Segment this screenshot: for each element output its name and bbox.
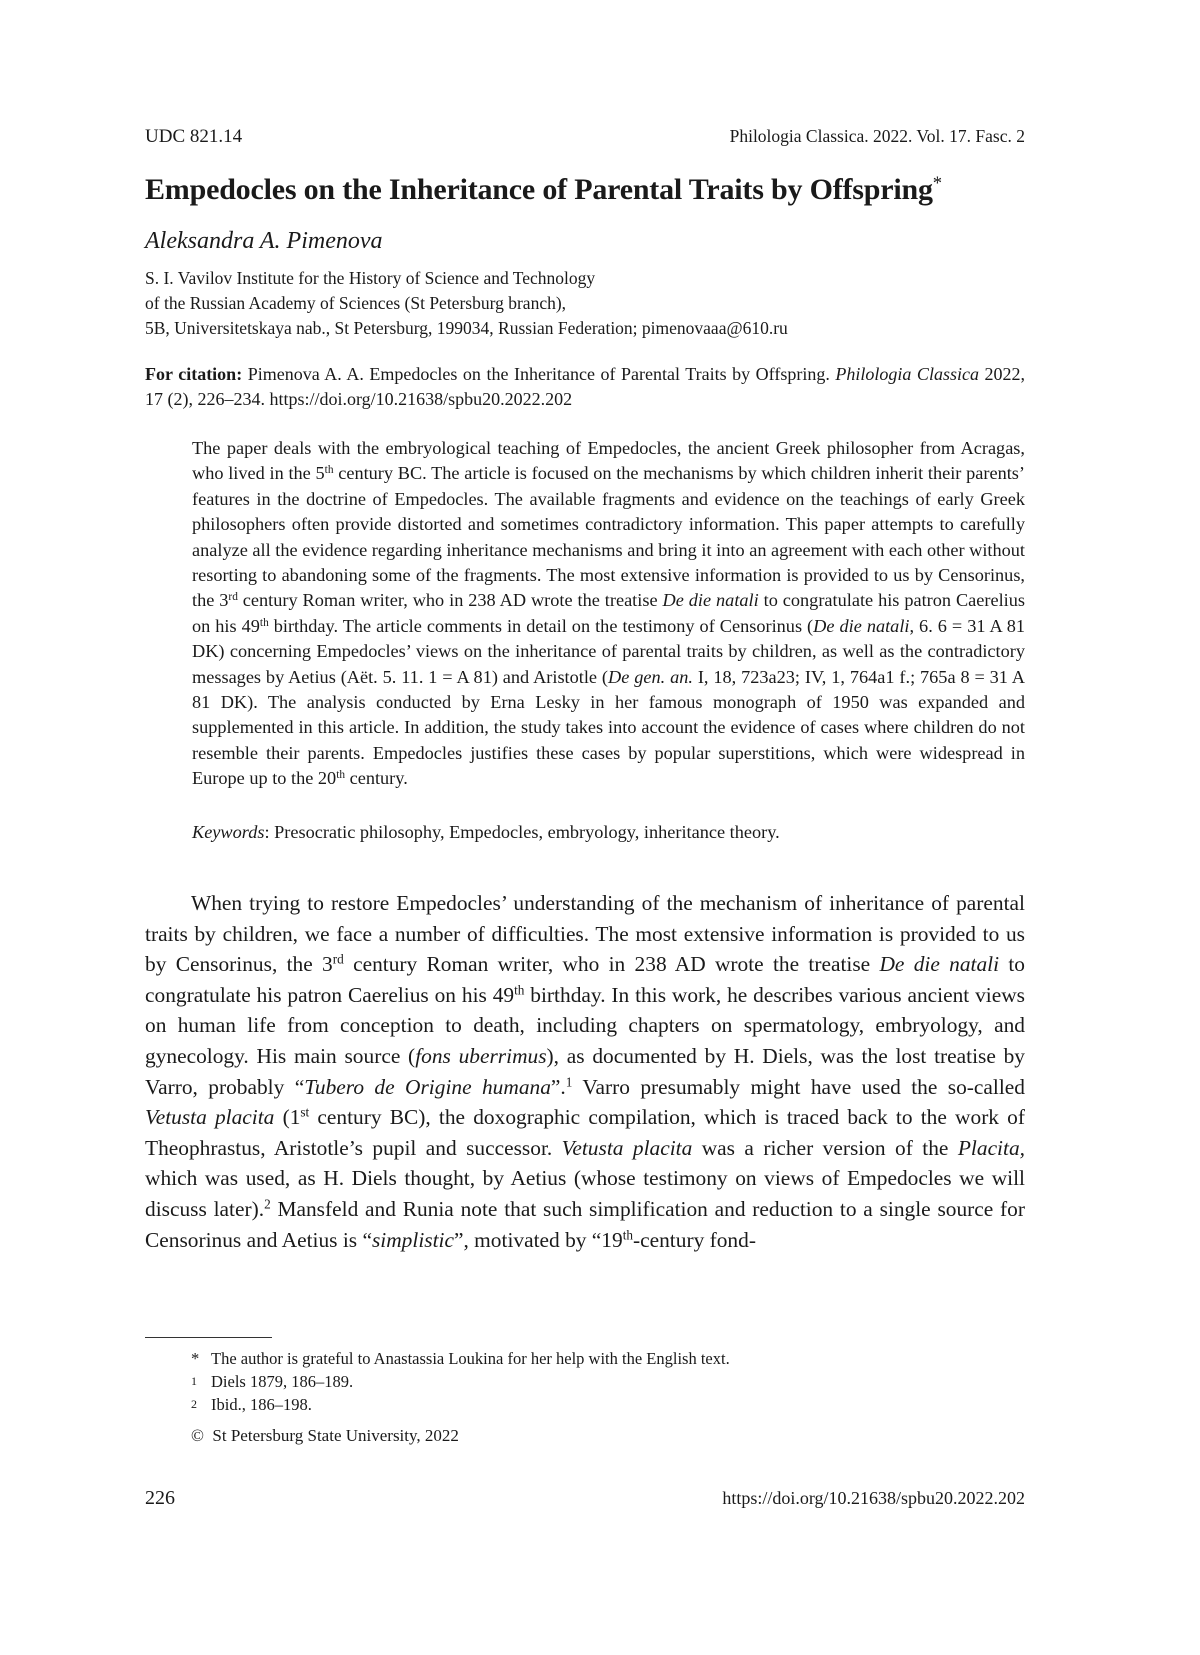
abstract: The paper deals with the embryological teaching of Empedocles, the ancient Greek philosopher from Acragas, who lived in the 5th century BC. The article is focused on the mechanisms by which children inherit their parents’ features in the doctrine of Empedocles. The available fragments and evidence on the teachings of early Greek philosophers often provide distorted and sometimes contradictory information. This paper attempts to carefully analyze all the evidence regarding inheritance mechanisms and bring it into an agreement with each other without resorting to abandoning some of the fragments. The most extensive information is provided to us by Censorinus, the 3rd century Roman writer, who in 238 AD wrote the treatise De die natali to congratulate his patron Caerelius on his 49th birthday. The article comments in detail on the testimony of Censorinus (De die natali, 6. 6 = 31 A 81 DK) concerning Empedocles’ views on the inheritance of parental traits by children, as well as the contradictory messages by Aetius (Aët. 5. 11. 1 = A 81) and Aristotle (De gen. an. I, 18, 723a23; IV, 1, 764a1 f.; 765a 8 = 31 A 81 DK). The analysis conducted by Erna Lesky in her famous monograph of 1950 was expanded and supplemented in this article. In addition, the study takes into account the evidence of cases where children do not resemble their parents. Empedocles justifies these cases by popular superstitions, which were widespread in Europe up to the 20th century. xyxy=(192,438,1026,789)
title-footnote-mark: * xyxy=(932,172,942,194)
page-number: 226 xyxy=(145,1487,175,1509)
footnote-mark: * xyxy=(191,1349,200,1368)
affiliation-line: S. I. Vavilov Institute for the History of Science and Technology xyxy=(145,268,596,288)
footnote-mark: 1 xyxy=(191,1374,197,1388)
title-text: Empedocles on the Inheritance of Parental Traits by Offspring xyxy=(145,173,933,206)
doi-link[interactable]: https://doi.org/10.21638/spbu20.2022.202 xyxy=(722,1488,1025,1508)
citation-label: For citation: xyxy=(145,364,243,384)
keywords xyxy=(192,822,1025,843)
footnote xyxy=(191,1347,1025,1370)
body-text xyxy=(145,888,1025,1255)
page-footer xyxy=(145,1487,1025,1510)
footnote-divider xyxy=(145,1337,272,1338)
citation-journal: Philologia Classica xyxy=(835,364,979,384)
footnote-mark: 2 xyxy=(191,1397,197,1411)
affiliation xyxy=(145,266,1025,341)
body-paragraph: When trying to restore Empedocles’ understanding of the mechanism of inheritance of parental traits by children, we face a number of difficulties. The most extensive information is provided to us by Censorinus, the 3rd century Roman writer, who in 238 AD wrote the treatise De die natali to congratulate his patron Caerelius on his 49th birthday. In this work, he describes various ancient views on human life from conception to death, including chapters on spermatology, embryology, and gynecology. His main source (fons uberrimus), as documented by H. Diels, was the lost treatise by Varro, probably “Tubero de Origine humana”.$^1$ Varro presumably might have used the so-called Vetusta placita (1st century BC), the doxographic compilation, which is traced back to the work of Theophrastus, Aristotle’s pupil and successor. Vetusta placita was a richer version of the Placita, which was used, as H. Diels thought, by Aetius (whose testimony on views of Empedocles we will discuss later).$^2$ Mansfeld and Runia note that such simplification and reduction to a single source for Censorinus and Aetius is “simplistic”, motivated by “19th-century fond- xyxy=(145,891,1026,1252)
affiliation-line: 5B, Universitetskaya nab., St Petersburg, 199034, Russian Federation; pimenovaaa@610.ru xyxy=(145,318,788,338)
keywords-text: : Presocratic philosophy, Empedocles, embryology, inheritance theory. xyxy=(264,822,780,842)
footnote xyxy=(191,1393,1025,1416)
affiliation-line: of the Russian Academy of Sciences (St Petersburg branch), xyxy=(145,293,567,313)
author-name: Aleksandra A. Pimenova xyxy=(145,228,383,254)
footnote-text: Ibid., 186–198. xyxy=(211,1395,312,1414)
citation-text: Pimenova A. A. Empedocles on the Inheritance of Parental Traits by Offspring. xyxy=(247,364,830,384)
running-header xyxy=(145,126,1025,148)
footnote-text: The author is grateful to Anastassia Loukina for her help with the English text. xyxy=(211,1349,730,1368)
citation xyxy=(145,362,1025,412)
article-title xyxy=(145,173,1025,207)
copyright-notice: © St Petersburg State University, 2022 xyxy=(191,1426,459,1445)
footnote-text: Diels 1879, 186–189. xyxy=(211,1372,354,1391)
keywords-label: Keywords xyxy=(192,822,265,842)
udc-code: UDC 821.14 xyxy=(145,126,243,147)
citation-details: 2022, 17 (2), 226–234. https://doi.org/10.21638/spbu20.2022.202 xyxy=(145,364,1025,409)
journal-reference: Philologia Classica. 2022. Vol. 17. Fasc. 2 xyxy=(729,126,1025,146)
footnotes xyxy=(191,1347,1025,1416)
footnote xyxy=(191,1370,1025,1393)
